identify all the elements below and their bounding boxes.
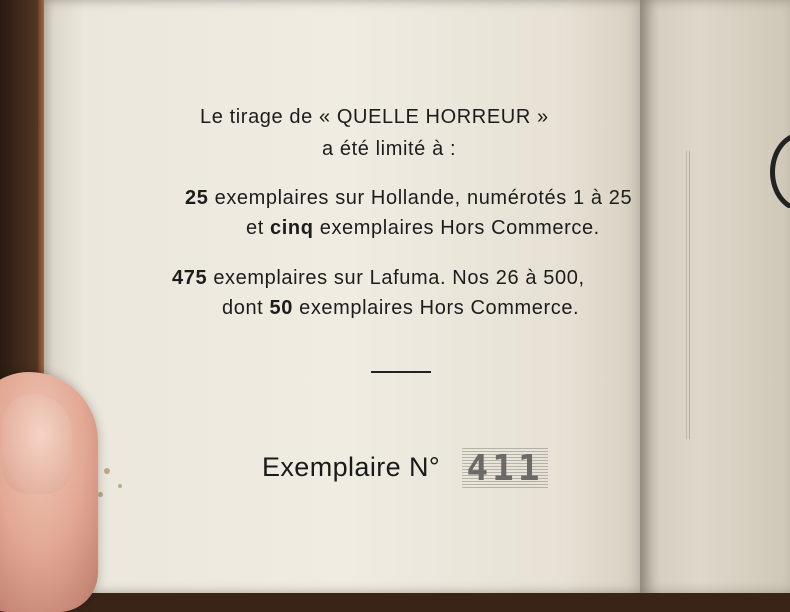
lafuma-text: exemplaires sur Lafuma. Nos 26 à 500, xyxy=(207,267,585,289)
colophon-line-dont xyxy=(222,297,579,320)
dont-text: exemplaires Hors Commerce. xyxy=(292,297,580,319)
colophon-line-lafuma xyxy=(172,267,585,290)
copy-number-stamp: 411 xyxy=(462,448,548,488)
dont-count: 50 xyxy=(269,297,293,319)
foxing-spot xyxy=(104,468,110,474)
next-page xyxy=(640,0,790,593)
exemplaire-label: Exemplaire N° xyxy=(262,452,441,482)
foxing-spot xyxy=(118,484,122,488)
colophon-line-hollande xyxy=(185,187,632,210)
hollande-text: exemplaires sur Hollande, numérotés 1 à 25 xyxy=(208,187,633,209)
partial-letter-glyph xyxy=(770,132,790,208)
lafuma-count: 475 xyxy=(172,267,208,289)
colophon-line-title: Le tirage de « QUELLE HORREUR » xyxy=(200,106,549,128)
cinq-prefix: et xyxy=(246,217,271,239)
cinq-count: cinq xyxy=(270,217,314,239)
colophon-line-limit: a été limité à : xyxy=(322,138,457,160)
section-divider xyxy=(371,371,431,373)
page-fold xyxy=(686,150,690,440)
thumbnail xyxy=(2,394,72,494)
hollande-count: 25 xyxy=(185,187,209,209)
cinq-text: exemplaires Hors Commerce. xyxy=(313,217,600,239)
foxing-spot xyxy=(98,492,103,497)
partial-letter-next-page xyxy=(764,118,790,208)
dont-prefix: dont xyxy=(222,297,270,319)
colophon-line-cinq xyxy=(246,217,600,240)
